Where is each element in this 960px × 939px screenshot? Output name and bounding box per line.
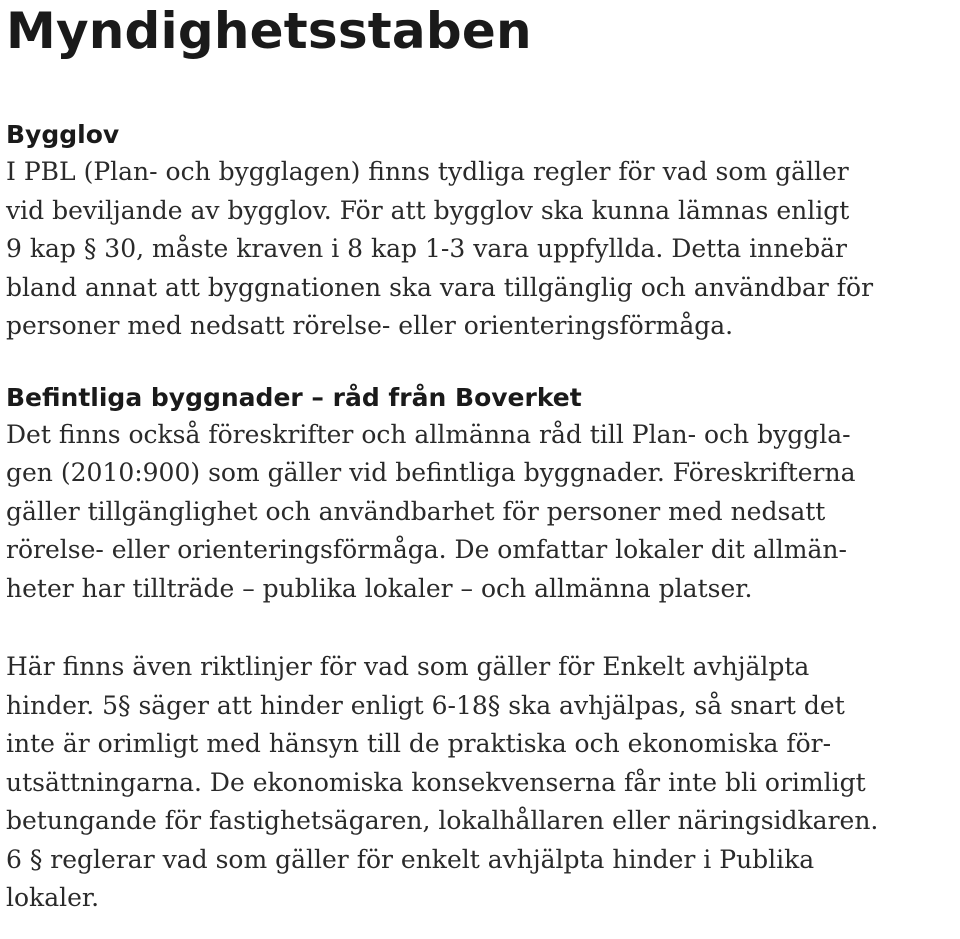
- section-paragraph: [6, 153, 954, 346]
- text-line: heter har tillträde – publika lokaler – och allmänna platser.: [6, 573, 753, 603]
- document-page: [6, 0, 954, 918]
- text-line: gäller tillgänglighet och användbarhet för personer med nedsatt: [6, 496, 826, 526]
- section-paragraph: [6, 416, 954, 609]
- text-line: hinder. 5§ säger att hinder enligt 6-18§ ska avhjälpas, så snart det: [6, 690, 845, 720]
- section-enkelt-avhjalpta-hinder: [6, 648, 954, 918]
- text-line: bland annat att byggnationen ska vara tillgänglig och användbar för: [6, 272, 874, 302]
- section-befintliga-byggnader: [6, 380, 954, 609]
- section-bygglov: [6, 117, 954, 346]
- text-line: Det finns också föreskrifter och allmänna råd till Plan- och byggla-: [6, 419, 851, 449]
- text-line: 6 § reglerar vad som gäller för enkelt avhjälpta hinder i Publika: [6, 844, 815, 874]
- text-line: vid beviljande av bygglov. För att bygglov ska kunna lämnas enligt: [6, 195, 850, 225]
- section-heading: Bygglov: [6, 120, 120, 149]
- text-line: gen (2010:900) som gäller vid befintliga byggnader. Föreskrifterna: [6, 458, 856, 487]
- text-line: lokaler.: [6, 883, 100, 912]
- text-line: Här finns även riktlinjer för vad som gäller för Enkelt avhjälpta: [6, 652, 810, 681]
- text-line: inte är orimligt med hänsyn till de praktiska och ekonomiska för-: [6, 729, 832, 758]
- text-line: personer med nedsatt rörelse- eller orienteringsförmåga.: [6, 311, 734, 340]
- page-title: Myndighetsstaben: [6, 2, 532, 60]
- text-line: betungande för fastighetsägaren, lokalhållaren eller näringsidkaren.: [6, 806, 879, 835]
- section-paragraph: [6, 648, 954, 918]
- text-line: rörelse- eller orienteringsförmåga. De omfattar lokaler dit allmän-: [6, 535, 847, 564]
- section-heading: Befintliga byggnader – råd från Boverket: [6, 382, 582, 412]
- text-line: 9 kap § 30, måste kraven i 8 kap 1-3 vara uppfyllda. Detta innebär: [6, 234, 847, 263]
- text-line: I PBL (Plan- och bygglagen) finns tydliga regler för vad som gäller: [6, 157, 849, 186]
- text-line: utsättningarna. De ekonomiska konsekvenserna får inte bli orimligt: [6, 767, 866, 797]
